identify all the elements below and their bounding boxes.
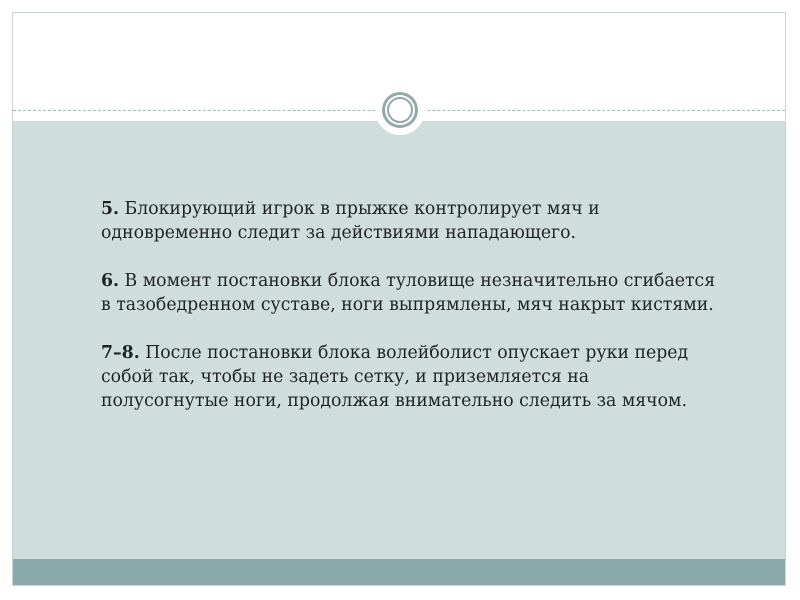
paragraph-text: После постановки блока волейболист опускает руки перед собой так, чтобы не задеть сетку, и приземляется на полусогнутые ноги, продолжая внимательно следить за мячом.	[101, 343, 689, 411]
paragraph-6	[101, 269, 721, 317]
paragraph-number: 5.	[101, 199, 120, 219]
paragraph-text: Блокирующий игрок в прыжке контролирует мяч и одновременно следит за действиями нападающего.	[101, 199, 600, 243]
paragraph-5	[101, 197, 721, 245]
circle-ornament-inner-ring	[387, 97, 413, 123]
paragraph-7-8	[101, 341, 721, 413]
slide-text	[101, 197, 721, 437]
paragraph-text: В момент постановки блока туловище незначительно сгибается в тазобедренном суставе, ноги выпрямлены, мяч накрыт кистями.	[101, 271, 716, 315]
paragraph-number: 6.	[101, 271, 120, 291]
paragraph-number: 7–8.	[101, 343, 140, 363]
